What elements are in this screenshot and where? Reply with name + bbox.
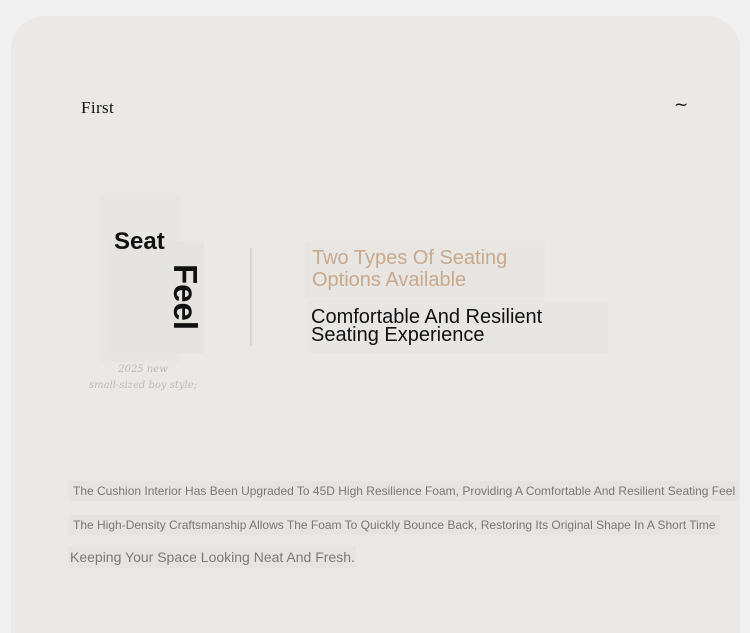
- script-line-2: small-sized boy style;: [89, 380, 197, 391]
- tilde-menu-icon[interactable]: ~: [674, 95, 689, 115]
- vertical-divider: [250, 248, 252, 346]
- body-line-3: Keeping Your Space Looking Neat And Fresh.: [69, 546, 356, 568]
- script-line-1: 2025 new: [118, 364, 168, 375]
- feel-word: Feel: [167, 264, 204, 331]
- feature-heading: Comfortable And Resilient Seating Experience: [311, 306, 543, 346]
- brand-logo[interactable]: First: [81, 98, 115, 117]
- body-line-1: The Cushion Interior Has Been Upgraded To 45D High Resilience Foam, Providing A Comfortable And Resilient Seating Feel: [69, 481, 739, 501]
- body-line-2: The High-Density Craftsmanship Allows The Foam To Quickly Bounce Back, Restoring Its Original Shape In A Short Time: [69, 515, 720, 535]
- script-caption: [89, 362, 197, 394]
- seat-word: Seat: [114, 228, 165, 255]
- product-card: [11, 16, 740, 633]
- feature-subtitle: Two Types Of Seating Options Available: [312, 247, 508, 291]
